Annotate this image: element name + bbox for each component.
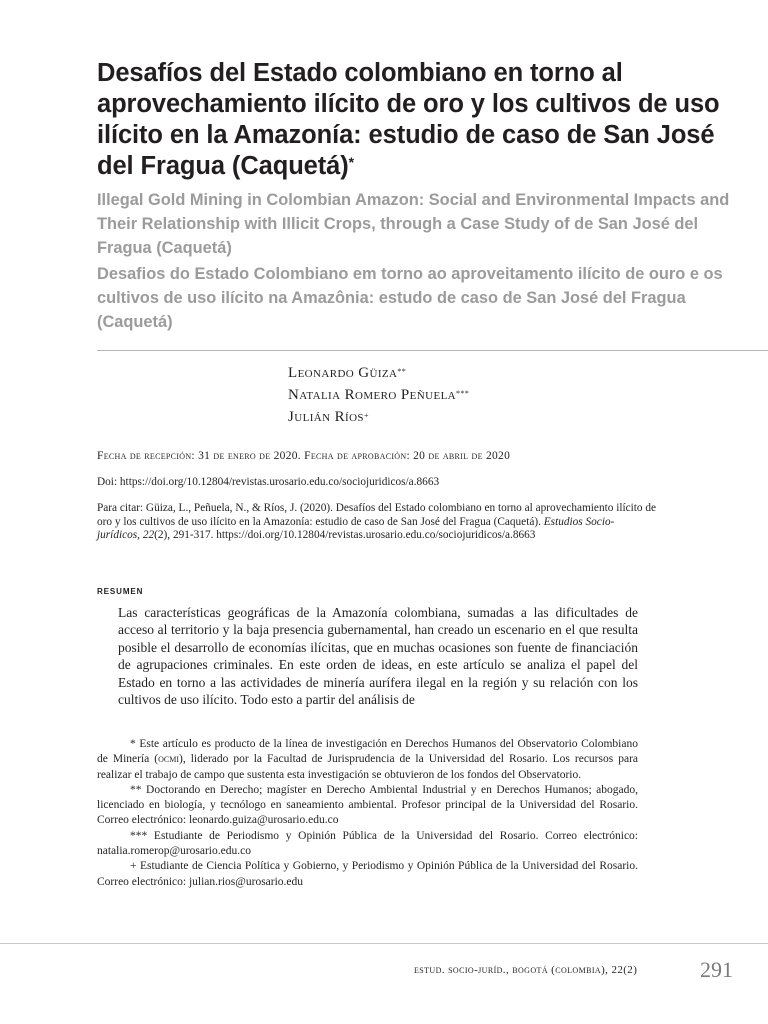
author-footnote-mark: + bbox=[363, 411, 369, 420]
footnote-acronym: ocmi bbox=[158, 753, 179, 766]
title-spanish-text: Desafíos del Estado colombiano en torno al aprovechamiento ilícito de oro y los cultivos de uso ilícito en la Amazonía: estudio de caso de San José del Fragua (Caquetá) bbox=[97, 59, 720, 180]
author-list bbox=[288, 362, 708, 428]
divider-top bbox=[97, 350, 768, 351]
title-spanish bbox=[97, 58, 737, 182]
author-footnote-mark: *** bbox=[456, 389, 470, 398]
abstract-heading: resumen bbox=[97, 585, 144, 597]
footnote-item bbox=[97, 737, 638, 783]
author-item bbox=[288, 384, 708, 406]
footnotes bbox=[97, 737, 638, 890]
reception-dates: Fecha de recepción: 31 de enero de 2020. Fecha de aprobación: 20 de abril de 2020 bbox=[97, 450, 511, 462]
doi-line: Doi: https://doi.org/10.12804/revistas.urosario.edu.co/sociojuridicos/a.8663 bbox=[97, 476, 440, 488]
footnote-item: ** Doctorando en Derecho; magíster en Derecho Ambiental Industrial y en Derechos Humanos; abogado, licenciado en biología, y tecnólogo en saneamiento ambiental. Profesor principal de la Universidad del Rosario. Correo electrónico: leonardo.guiza@urosario.edu.co bbox=[97, 783, 638, 827]
author-name: Leonardo Güiza bbox=[288, 365, 398, 381]
author-name: Natalia Romero Peñuela bbox=[288, 387, 457, 403]
title-english: Illegal Gold Mining in Colombian Amazon: Social and Environmental Impacts and Their Relationship with Illicit Crops, through a Case Study of de San José del Fragua (Caquetá) bbox=[97, 191, 730, 257]
abstract-body: Las características geográficas de la Amazonía colombiana, sumadas a las dificultades de acceso al territorio y la baja presencia gubernamental, han creado un escenario en el que resulta posible el desarrollo de economías ilícitas, que en muchas ocasiones son fuente de financiación de agrupaciones criminales. En este orden de ideas, en este artículo se analiza el papel del Estado en torno a las actividades de minería aurífera ilegal en la región y su relación con los cultivos de uso ilícito. Todo esto a partir del análisis de bbox=[118, 605, 638, 708]
author-item bbox=[288, 362, 708, 384]
page-number: 291 bbox=[700, 957, 733, 982]
footnote-item: *** Estudiante de Periodismo y Opinión Pública de la Universidad del Rosario. Correo electrónico: natalia.romerop@urosario.edu.co bbox=[97, 829, 638, 858]
footnote-item: + Estudiante de Ciencia Política y Gobierno, y Periodismo y Opinión Pública de la Universidad del Rosario. Correo electrónico: julian.rios@urosario.edu bbox=[97, 860, 638, 888]
citation-journal: Estudios Socio-jurídicos, 22 bbox=[97, 515, 615, 542]
running-footer-journal: estud. socio-juríd., bogotá (colombia), 22(2) bbox=[414, 964, 638, 976]
author-footnote-mark: ** bbox=[397, 367, 407, 376]
author-item bbox=[288, 406, 708, 428]
footnote-text: * Este artículo es producto de la línea de investigación en Derechos Humanos del Observatorio Colombiano de Minería ( bbox=[97, 738, 638, 766]
citation bbox=[97, 502, 657, 543]
citation-text: Para citar: Güiza, L., Peñuela, N., & Ríos, J. (2020). Desafíos del Estado colombiano en torno al aprovechamiento ilícito de oro y los cultivos de uso ilícito en la Amazonía: estudio de caso de San José del Fragua (Caquetá). bbox=[97, 502, 657, 528]
footnote-text: ), liderado por la Facultad de Jurisprudencia de la Universidad del Rosario. Los recursos para realizar el trabajo de campo que sustenta esta investigación se obtuvieron de los fondos del Observatorio. bbox=[97, 753, 638, 781]
title-footnote-mark: * bbox=[348, 154, 354, 170]
author-name: Julián Ríos bbox=[288, 409, 364, 425]
citation-issue: (2), 291-317. https://doi.org/10.12804/revistas.urosario.edu.co/sociojuridicos/a.8663 bbox=[154, 529, 536, 542]
divider-bottom bbox=[0, 943, 768, 944]
title-portuguese: Desafios do Estado Colombiano em torno ao aproveitamento ilícito de ouro e os cultivos de uso ilícito na Amazônia: estudo de caso de San José del Fragua (Caquetá) bbox=[97, 265, 723, 331]
